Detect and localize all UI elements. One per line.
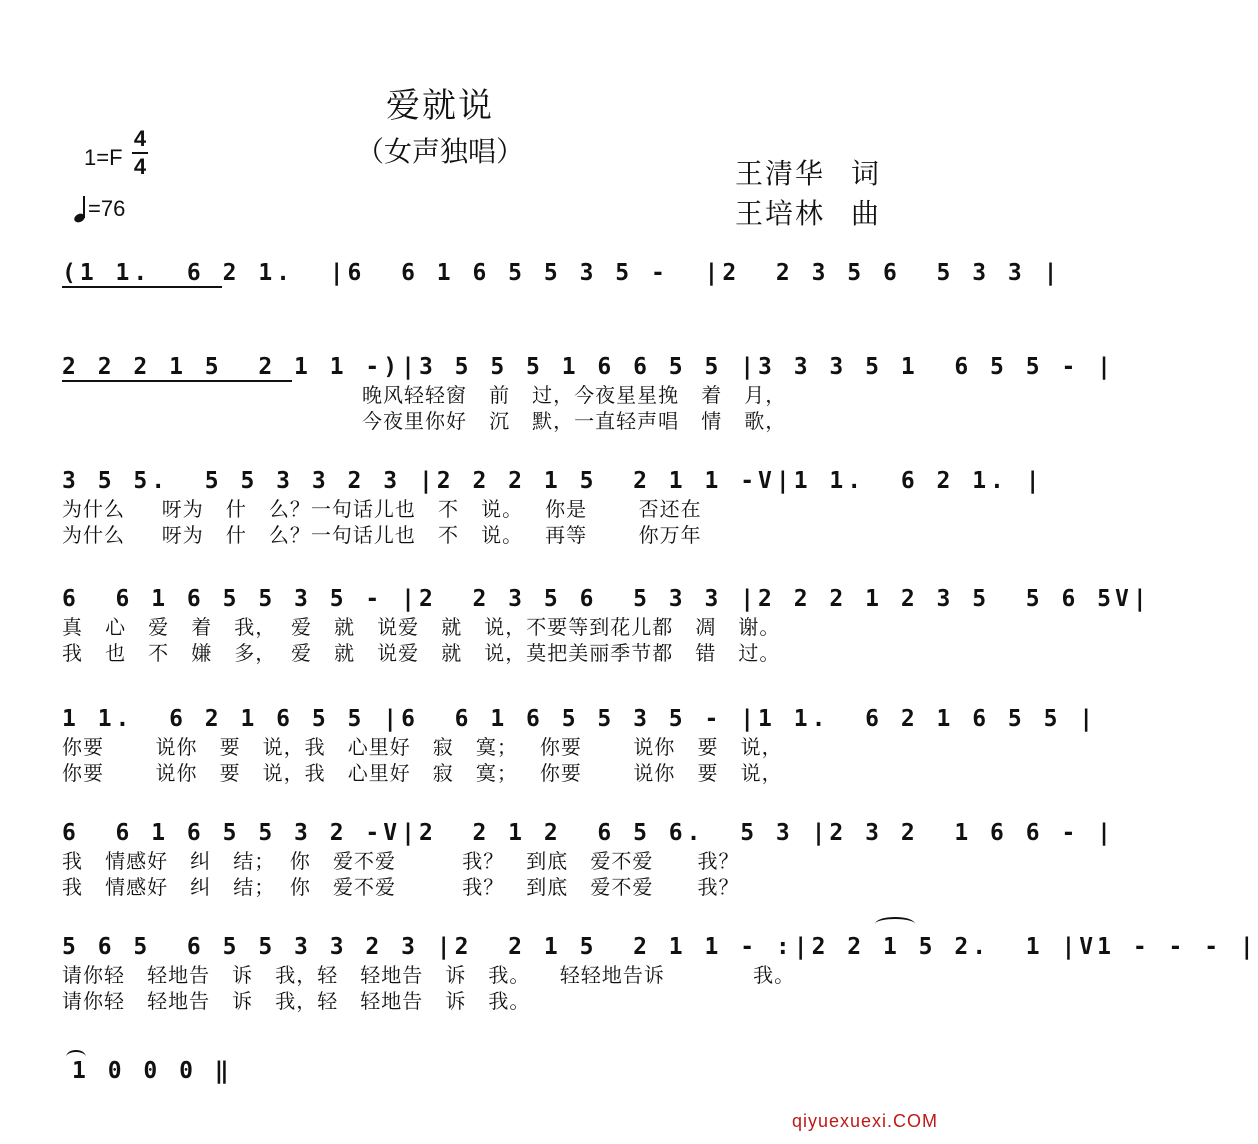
lyric-verse-1: 为什么 呀为 什 么？一句话儿也 不 说。 你是 否还在 (62, 497, 702, 521)
composer-credit (735, 192, 881, 232)
notation-line: (1 1. 6 2 1. |6 6 1 6 5 5 3 5 - |2 2 3 5 6 5 3 3 | (62, 260, 1062, 286)
tempo-value: =76 (88, 196, 126, 221)
time-signature (132, 128, 148, 178)
score-row-7 (62, 932, 1258, 1014)
lyric-verse-1: 你要 说你 要 说，我 心里好 寂 寞； 你要 说你 要 说， (62, 735, 783, 759)
score-row-2 (62, 352, 1115, 434)
quarter-note-icon (74, 196, 88, 222)
lyric-verse-2: 为什么 呀为 什 么？一句话儿也 不 说。 再等 你万年 (62, 523, 702, 547)
lyric-verse-2: 今夜里你好 沉 默，一直轻声唱 情 歌， (362, 409, 787, 433)
final-measure: 1 0 0 0 ‖ (72, 1058, 233, 1084)
lyric-verse-2: 我 也 不 嫌 多， 爱 就 说爱 就 说，莫把美丽季节都 错 过。 (62, 641, 781, 665)
score-row-3 (62, 466, 1044, 548)
tempo-marking (74, 196, 125, 222)
time-bottom: 4 (133, 154, 147, 179)
beam-underline (62, 286, 222, 288)
lyric-verse-2: 你要 说你 要 说，我 心里好 寂 寞； 你要 说你 要 说， (62, 761, 783, 785)
lyricist-credit (735, 152, 881, 192)
score-row-1 (62, 258, 1062, 288)
tie-slur (875, 917, 915, 931)
composer-role: 曲 (851, 197, 882, 230)
song-title: 爱就说 (386, 86, 494, 126)
notation-line: 6 6 1 6 5 5 3 2 -V|2 2 1 2 6 5 6. 5 3 |2 3 2 1 6 6 - | (62, 820, 1115, 846)
notation-line: 1 1. 6 2 1 6 5 5 |6 6 1 6 5 5 3 5 - |1 1. 6 2 1 6 5 5 | (62, 706, 1098, 732)
beam-underline (62, 380, 292, 382)
lyricist-name: 王清华 (735, 157, 826, 190)
lyricist-role: 词 (851, 157, 882, 190)
lyric-verse-2: 请你轻 轻地告 诉 我，轻 轻地告 诉 我。 (62, 989, 531, 1013)
notation-line: 3 5 5. 5 5 3 3 2 3 |2 2 2 1 5 2 1 1 -V|1 1. 6 2 1. | (62, 468, 1044, 494)
lyric-verse-1: 我 情感好 纠 结； 你 爱不爱 我？ 到底 爱不爱 我？ (62, 849, 740, 873)
time-top: 4 (133, 126, 147, 151)
notation-line: 2 2 2 1 5 2 1 1 -)|3 5 5 5 1 6 6 5 5 |3 3 3 5 1 6 5 5 - | (62, 354, 1115, 380)
key-signature: 1=F (84, 145, 123, 170)
score-row-5 (62, 704, 1098, 786)
site-watermark: qiyuexuexi.COM (791, 1111, 938, 1131)
song-subtitle: （女声独唱） (355, 135, 524, 168)
lyric-verse-1: 晚风轻轻窗 前 过，今夜星星挽 着 月， (362, 383, 787, 407)
score-row-4 (62, 584, 1151, 666)
lyric-verse-1: 真 心 爱 着 我， 爱 就 说爱 就 说，不要等到花儿都 凋 谢。 (62, 615, 781, 639)
notation-line: 5 6 5 6 5 5 3 3 2 3 |2 2 1 5 2 1 1 - :|2 2 1 5 2. 1 |V1 - - - | (62, 934, 1258, 960)
notation-line: 6 6 1 6 5 5 3 5 - |2 2 3 5 6 5 3 3 |2 2 2 1 2 3 5 5 6 5V| (62, 586, 1151, 612)
score-row-6 (62, 818, 1115, 900)
lyric-verse-2: 我 情感好 纠 结； 你 爱不爱 我？ 到底 爱不爱 我？ (62, 875, 740, 899)
composer-name: 王培林 (735, 197, 826, 230)
lyric-verse-1: 请你轻 轻地告 诉 我，轻 轻地告 诉 我。 轻轻地告诉 我。 (62, 963, 796, 987)
